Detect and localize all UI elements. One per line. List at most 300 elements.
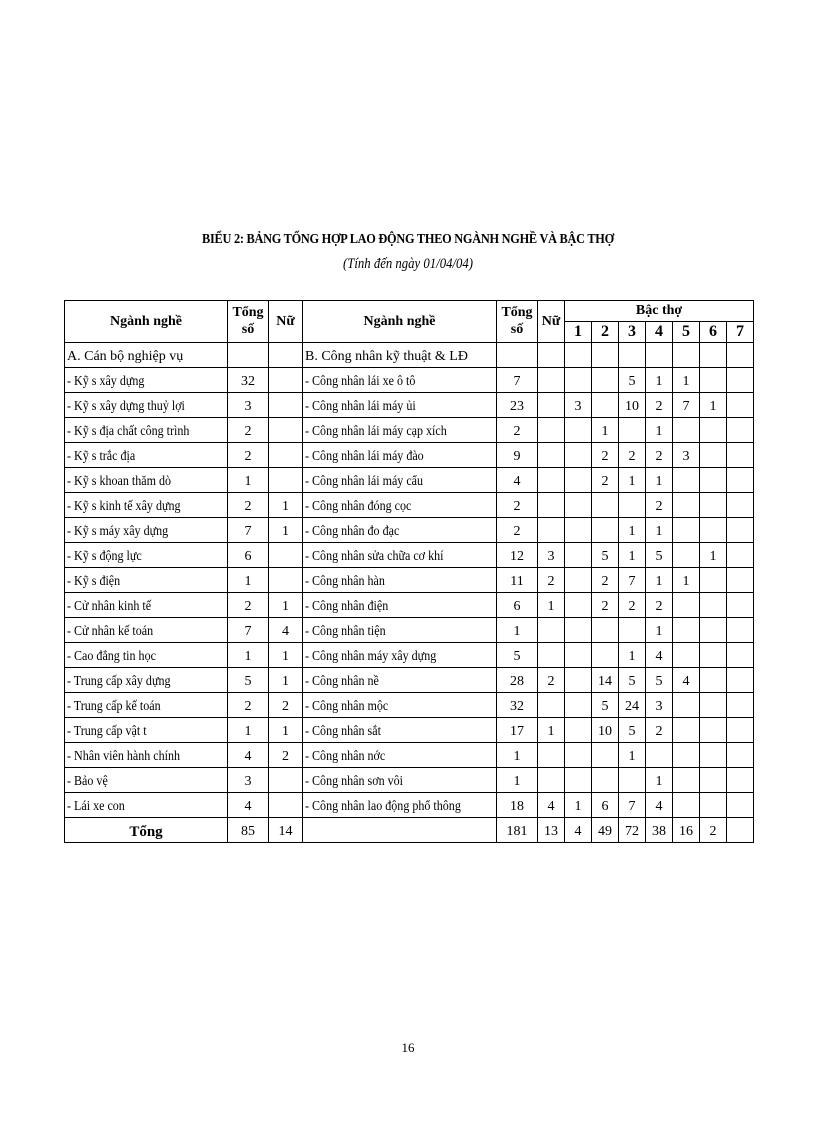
- row-female-b: [538, 368, 565, 393]
- total-b-count: 181: [497, 818, 538, 843]
- row-level-4-text: 5: [655, 549, 663, 564]
- row-level-4: [646, 593, 673, 618]
- row-level-2: [592, 793, 619, 818]
- row-profession-b: [303, 518, 497, 543]
- labor-summary-table: [64, 300, 754, 843]
- row-female-b-text: 1: [547, 599, 555, 614]
- row-level-6: [700, 418, 727, 443]
- row-level-6: [700, 693, 727, 718]
- row-total-a: [228, 718, 269, 743]
- row-total-b: [497, 418, 538, 443]
- row-female-a-text: 1: [282, 724, 289, 739]
- row-total-a: [228, 793, 269, 818]
- row-level-2: [592, 543, 619, 568]
- row-total-a-text: 4: [244, 799, 252, 814]
- row-level-7: [727, 768, 754, 793]
- row-female-b: [538, 618, 565, 643]
- row-female-b: [538, 643, 565, 668]
- row-level-4-text: 5: [655, 674, 663, 689]
- row-female-a: [269, 393, 303, 418]
- row-profession-a-text: - Cử nhân kế toán: [67, 624, 154, 639]
- row-level-2-text: 14: [598, 674, 612, 689]
- row-total-a: [228, 693, 269, 718]
- row-female-a: [269, 418, 303, 443]
- level-header-5: 5: [673, 322, 700, 343]
- row-profession-a-text: - Kỹ s kinh tế xây dựng: [67, 499, 181, 514]
- row-level-3-text: 1: [628, 549, 636, 564]
- row-level-1: [565, 668, 592, 693]
- row-level-6: [700, 393, 727, 418]
- row-female-b-text: 1: [547, 724, 555, 739]
- table-cell: [727, 343, 754, 368]
- row-profession-b-text: - Công nhân mộc: [305, 699, 389, 714]
- row-level-2: [592, 668, 619, 693]
- row-total-b-text: 4: [513, 474, 521, 489]
- row-total-a-text: 2: [244, 699, 252, 714]
- row-level-5: [673, 418, 700, 443]
- document-title: BIỂU 2: BẢNG TỔNG HỢP LAO ĐỘNG THEO NGÀNH NGHỀ VÀ BẬC THỢ: [202, 232, 614, 247]
- row-profession-a: [65, 518, 228, 543]
- row-level-3: [619, 418, 646, 443]
- row-level-3-text: 1: [628, 524, 636, 539]
- row-total-b-text: 32: [510, 699, 524, 714]
- row-total-b-text: 1: [513, 624, 521, 639]
- row-female-b: [538, 743, 565, 768]
- row-level-1: [565, 443, 592, 468]
- row-level-2: [592, 518, 619, 543]
- row-total-a: [228, 368, 269, 393]
- row-level-4: [646, 393, 673, 418]
- row-level-3-text: 5: [628, 374, 636, 389]
- row-level-2: [592, 593, 619, 618]
- col-header-total-a: Tổng số: [228, 301, 269, 343]
- row-female-a: [269, 543, 303, 568]
- row-profession-a-text: - Cử nhân kinh tế: [67, 599, 152, 614]
- row-level-4: [646, 418, 673, 443]
- table-row: [65, 768, 754, 793]
- row-level-4: [646, 618, 673, 643]
- row-female-b-text: 2: [547, 574, 555, 589]
- row-level-4: [646, 493, 673, 518]
- row-female-b: [538, 493, 565, 518]
- row-profession-b: [303, 593, 497, 618]
- row-profession-b: [303, 418, 497, 443]
- table-row: [65, 643, 754, 668]
- row-level-5: [673, 543, 700, 568]
- row-total-b-text: 23: [510, 399, 524, 414]
- row-level-6: [700, 718, 727, 743]
- row-level-3-text: 10: [625, 399, 639, 414]
- row-profession-a-text: - Kỹ s động lực: [67, 549, 142, 564]
- row-level-2: [592, 618, 619, 643]
- row-level-1: [565, 793, 592, 818]
- row-level-4: [646, 718, 673, 743]
- row-level-2-text: 6: [601, 799, 609, 814]
- row-level-4: [646, 443, 673, 468]
- row-profession-b-text: - Công nhân hàn: [305, 574, 385, 589]
- row-female-b: [538, 793, 565, 818]
- row-profession-a: [65, 493, 228, 518]
- row-profession-b: [303, 768, 497, 793]
- row-level-4: [646, 568, 673, 593]
- row-total-b-text: 17: [510, 724, 524, 739]
- table-row: [65, 593, 754, 618]
- row-level-2: [592, 493, 619, 518]
- row-female-a: [269, 793, 303, 818]
- row-level-3: [619, 668, 646, 693]
- col-header-profession-a: Ngành nghề: [65, 301, 228, 343]
- row-level-5: [673, 768, 700, 793]
- row-female-b: [538, 418, 565, 443]
- row-level-4: [646, 768, 673, 793]
- row-level-2-text: 1: [601, 424, 609, 439]
- row-total-a: [228, 393, 269, 418]
- row-total-a-text: 2: [244, 424, 252, 439]
- row-profession-a: [65, 643, 228, 668]
- row-female-a-text: 1: [282, 524, 289, 539]
- row-total-b-text: 2: [513, 424, 521, 439]
- row-level-1-text: 1: [574, 799, 582, 814]
- section-b-title: B. Công nhân kỹ thuật & LĐ: [303, 343, 497, 368]
- row-total-a-text: 6: [244, 549, 252, 564]
- total-level-6: 2: [700, 818, 727, 843]
- row-total-b: [497, 743, 538, 768]
- row-level-3: [619, 793, 646, 818]
- row-level-7: [727, 493, 754, 518]
- row-level-5-text: 4: [682, 674, 690, 689]
- row-profession-a: [65, 543, 228, 568]
- row-total-a-text: 2: [244, 449, 252, 464]
- row-total-b-text: 7: [513, 374, 521, 389]
- table-body: [65, 343, 754, 818]
- row-level-6: [700, 543, 727, 568]
- row-level-5: [673, 393, 700, 418]
- row-total-a-text: 7: [244, 624, 252, 639]
- row-female-a: [269, 693, 303, 718]
- row-level-6: [700, 668, 727, 693]
- row-level-5: [673, 643, 700, 668]
- row-level-2: [592, 718, 619, 743]
- row-level-1: [565, 618, 592, 643]
- row-female-a-text: 4: [282, 624, 289, 639]
- row-profession-a: [65, 718, 228, 743]
- row-total-b: [497, 618, 538, 643]
- row-female-b-text: 2: [547, 674, 555, 689]
- row-total-b-text: 2: [513, 524, 521, 539]
- level-header-3: 3: [619, 322, 646, 343]
- row-level-3-text: 1: [628, 749, 636, 764]
- row-total-a: [228, 493, 269, 518]
- row-level-6: [700, 493, 727, 518]
- row-level-3: [619, 643, 646, 668]
- total-row: [65, 818, 754, 843]
- row-level-1: [565, 743, 592, 768]
- row-level-5: [673, 443, 700, 468]
- col-header-profession-b: Ngành nghề: [303, 301, 497, 343]
- table-row: [65, 618, 754, 643]
- row-profession-a: [65, 768, 228, 793]
- row-profession-a-text: - Bảo vệ: [67, 774, 108, 789]
- row-level-4-text: 1: [655, 574, 663, 589]
- row-female-b: [538, 393, 565, 418]
- row-profession-b-text: - Công nhân tiện: [305, 624, 386, 639]
- row-level-5: [673, 618, 700, 643]
- row-level-1: [565, 568, 592, 593]
- row-total-a-text: 1: [244, 724, 252, 739]
- row-total-a-text: 1: [244, 649, 252, 664]
- row-level-3: [619, 393, 646, 418]
- row-total-b-text: 11: [510, 574, 524, 589]
- row-level-7: [727, 518, 754, 543]
- row-level-3-text: 7: [628, 799, 636, 814]
- row-total-b-text: 28: [510, 674, 524, 689]
- row-level-6: [700, 568, 727, 593]
- col-header-female-a: Nữ: [269, 301, 303, 343]
- row-female-a-text: 1: [282, 649, 289, 664]
- row-profession-a-text: - Kỹ s xây dựng: [67, 374, 145, 389]
- total-label: Tổng: [65, 818, 228, 843]
- row-level-4-text: 2: [655, 499, 663, 514]
- row-level-3-text: 1: [628, 649, 636, 664]
- total-level-4: 38: [646, 818, 673, 843]
- level-header-1: 1: [565, 322, 592, 343]
- row-level-6-text: 1: [709, 549, 717, 564]
- row-level-1: [565, 643, 592, 668]
- row-level-3-text: 7: [628, 574, 636, 589]
- row-level-4-text: 4: [655, 649, 663, 664]
- level-header-7: 7: [727, 322, 754, 343]
- row-total-b: [497, 693, 538, 718]
- total-a-female: 14: [269, 818, 303, 843]
- table-row: [65, 368, 754, 393]
- row-profession-a-text: - Nhân viên hành chính: [67, 749, 181, 764]
- row-level-5-text: 1: [682, 574, 690, 589]
- row-level-7: [727, 668, 754, 693]
- row-total-a: [228, 743, 269, 768]
- row-total-a: [228, 568, 269, 593]
- row-profession-b: [303, 443, 497, 468]
- row-female-a: [269, 668, 303, 693]
- row-total-b: [497, 543, 538, 568]
- row-total-a-text: 7: [244, 524, 252, 539]
- row-level-7: [727, 568, 754, 593]
- row-level-3-text: 1: [628, 474, 636, 489]
- row-total-a-text: 5: [244, 674, 252, 689]
- row-female-a: [269, 468, 303, 493]
- row-level-6: [700, 468, 727, 493]
- header-row: [65, 301, 754, 322]
- row-total-a-text: 3: [244, 774, 252, 789]
- row-level-4-text: 1: [655, 374, 663, 389]
- table-cell: [700, 343, 727, 368]
- row-level-3-text: 2: [628, 599, 636, 614]
- row-female-a: [269, 443, 303, 468]
- table-row: [65, 443, 754, 468]
- row-profession-a-text: - Kỹ s khoan thăm dò: [67, 474, 172, 489]
- row-total-b: [497, 518, 538, 543]
- row-level-3: [619, 568, 646, 593]
- row-level-3: [619, 768, 646, 793]
- row-profession-a-text: - Kỹ s trắc địa: [67, 449, 136, 464]
- row-level-7: [727, 693, 754, 718]
- row-profession-b-text: - Công nhân lái xe ô tô: [305, 374, 416, 389]
- table-cell: [269, 343, 303, 368]
- row-level-4: [646, 468, 673, 493]
- row-level-3: [619, 693, 646, 718]
- row-level-1: [565, 393, 592, 418]
- row-female-b: [538, 468, 565, 493]
- row-total-a: [228, 418, 269, 443]
- table-cell: [673, 343, 700, 368]
- row-profession-b: [303, 668, 497, 693]
- row-level-7: [727, 643, 754, 668]
- row-level-2: [592, 418, 619, 443]
- row-level-3: [619, 618, 646, 643]
- row-profession-a-text: - Trung cấp xây dựng: [67, 674, 171, 689]
- row-level-7: [727, 543, 754, 568]
- row-total-b-text: 1: [513, 749, 521, 764]
- table-row: [65, 418, 754, 443]
- row-level-4-text: 4: [655, 799, 663, 814]
- row-level-3: [619, 718, 646, 743]
- table-row: [65, 468, 754, 493]
- row-female-b: [538, 593, 565, 618]
- row-female-b: [538, 768, 565, 793]
- row-level-2: [592, 368, 619, 393]
- row-level-4-text: 1: [655, 524, 663, 539]
- row-total-b: [497, 568, 538, 593]
- row-level-5: [673, 468, 700, 493]
- row-profession-a-text: - Trung cấp kế toán: [67, 699, 161, 714]
- row-level-5-text: 3: [682, 449, 690, 464]
- row-total-a-text: 32: [241, 374, 255, 389]
- row-level-7: [727, 718, 754, 743]
- row-level-3: [619, 493, 646, 518]
- row-total-a-text: 2: [244, 599, 252, 614]
- table-row: [65, 543, 754, 568]
- row-total-a: [228, 468, 269, 493]
- row-female-a: [269, 768, 303, 793]
- row-level-6: [700, 618, 727, 643]
- row-level-4: [646, 643, 673, 668]
- row-female-a: [269, 718, 303, 743]
- row-level-5: [673, 368, 700, 393]
- row-level-3-text: 24: [625, 699, 639, 714]
- level-header-6: 6: [700, 322, 727, 343]
- row-profession-b: [303, 743, 497, 768]
- row-level-2-text: 2: [601, 574, 609, 589]
- row-profession-a: [65, 393, 228, 418]
- row-level-6: [700, 768, 727, 793]
- table-cell: [497, 343, 538, 368]
- table-cell: [592, 343, 619, 368]
- row-profession-a: [65, 668, 228, 693]
- row-level-1: [565, 718, 592, 743]
- row-female-b: [538, 543, 565, 568]
- row-level-1: [565, 693, 592, 718]
- row-total-a: [228, 543, 269, 568]
- row-total-a: [228, 618, 269, 643]
- total-level-5: 16: [673, 818, 700, 843]
- row-female-a: [269, 618, 303, 643]
- row-total-a: [228, 593, 269, 618]
- row-total-b: [497, 593, 538, 618]
- row-total-a: [228, 518, 269, 543]
- row-level-2: [592, 393, 619, 418]
- row-level-2-text: 2: [601, 599, 609, 614]
- col-header-skill-level: Bậc thợ: [565, 301, 754, 322]
- row-level-3: [619, 468, 646, 493]
- row-profession-a-text: - Lái xe con: [67, 799, 125, 814]
- row-profession-b: [303, 468, 497, 493]
- table-cell: [619, 343, 646, 368]
- row-profession-b-text: - Công nhân lái máy cạp xích: [305, 424, 447, 439]
- row-profession-b-text: - Công nhân nớc: [305, 749, 386, 764]
- table-row: [65, 393, 754, 418]
- row-level-1-text: 3: [574, 399, 582, 414]
- table-row: [65, 793, 754, 818]
- row-profession-b: [303, 368, 497, 393]
- row-level-2: [592, 568, 619, 593]
- row-female-a: [269, 518, 303, 543]
- row-total-b-text: 9: [513, 449, 521, 464]
- row-level-4-text: 2: [655, 449, 663, 464]
- row-profession-b: [303, 718, 497, 743]
- row-level-2: [592, 443, 619, 468]
- row-profession-b-text: - Công nhân lái máy cẩu: [305, 474, 424, 489]
- row-total-b: [497, 668, 538, 693]
- row-profession-a: [65, 443, 228, 468]
- row-profession-b: [303, 493, 497, 518]
- row-level-3-text: 5: [628, 724, 636, 739]
- row-female-a-text: 2: [282, 749, 289, 764]
- row-profession-b-text: - Công nhân sửa chữa cơ khí: [305, 549, 444, 564]
- row-female-a-text: 1: [282, 599, 289, 614]
- row-female-a-text: 1: [282, 499, 289, 514]
- row-level-7: [727, 743, 754, 768]
- row-level-6: [700, 593, 727, 618]
- row-level-6: [700, 743, 727, 768]
- row-level-4: [646, 743, 673, 768]
- table-row: [65, 693, 754, 718]
- total-level-2: 49: [592, 818, 619, 843]
- row-level-5: [673, 668, 700, 693]
- row-level-4-text: 1: [655, 474, 663, 489]
- row-level-6: [700, 793, 727, 818]
- row-profession-a: [65, 568, 228, 593]
- row-level-4-text: 1: [655, 624, 663, 639]
- row-total-b: [497, 793, 538, 818]
- row-level-4-text: 1: [655, 424, 663, 439]
- row-level-3: [619, 443, 646, 468]
- row-level-2: [592, 743, 619, 768]
- row-level-7: [727, 593, 754, 618]
- total-level-1: 4: [565, 818, 592, 843]
- row-profession-b: [303, 618, 497, 643]
- row-level-4-text: 2: [655, 599, 663, 614]
- row-profession-b-text: - Công nhân nề: [305, 674, 379, 689]
- row-level-7: [727, 793, 754, 818]
- row-level-3: [619, 593, 646, 618]
- row-level-2: [592, 693, 619, 718]
- row-level-7: [727, 393, 754, 418]
- row-female-a-text: 1: [282, 674, 289, 689]
- document-subtitle: (Tính đến ngày 01/04/04): [343, 256, 473, 272]
- row-profession-b-text: - Công nhân lái máy ủi: [305, 399, 416, 414]
- row-level-2-text: 10: [598, 724, 612, 739]
- row-level-3-text: 5: [628, 674, 636, 689]
- row-level-2-text: 2: [601, 474, 609, 489]
